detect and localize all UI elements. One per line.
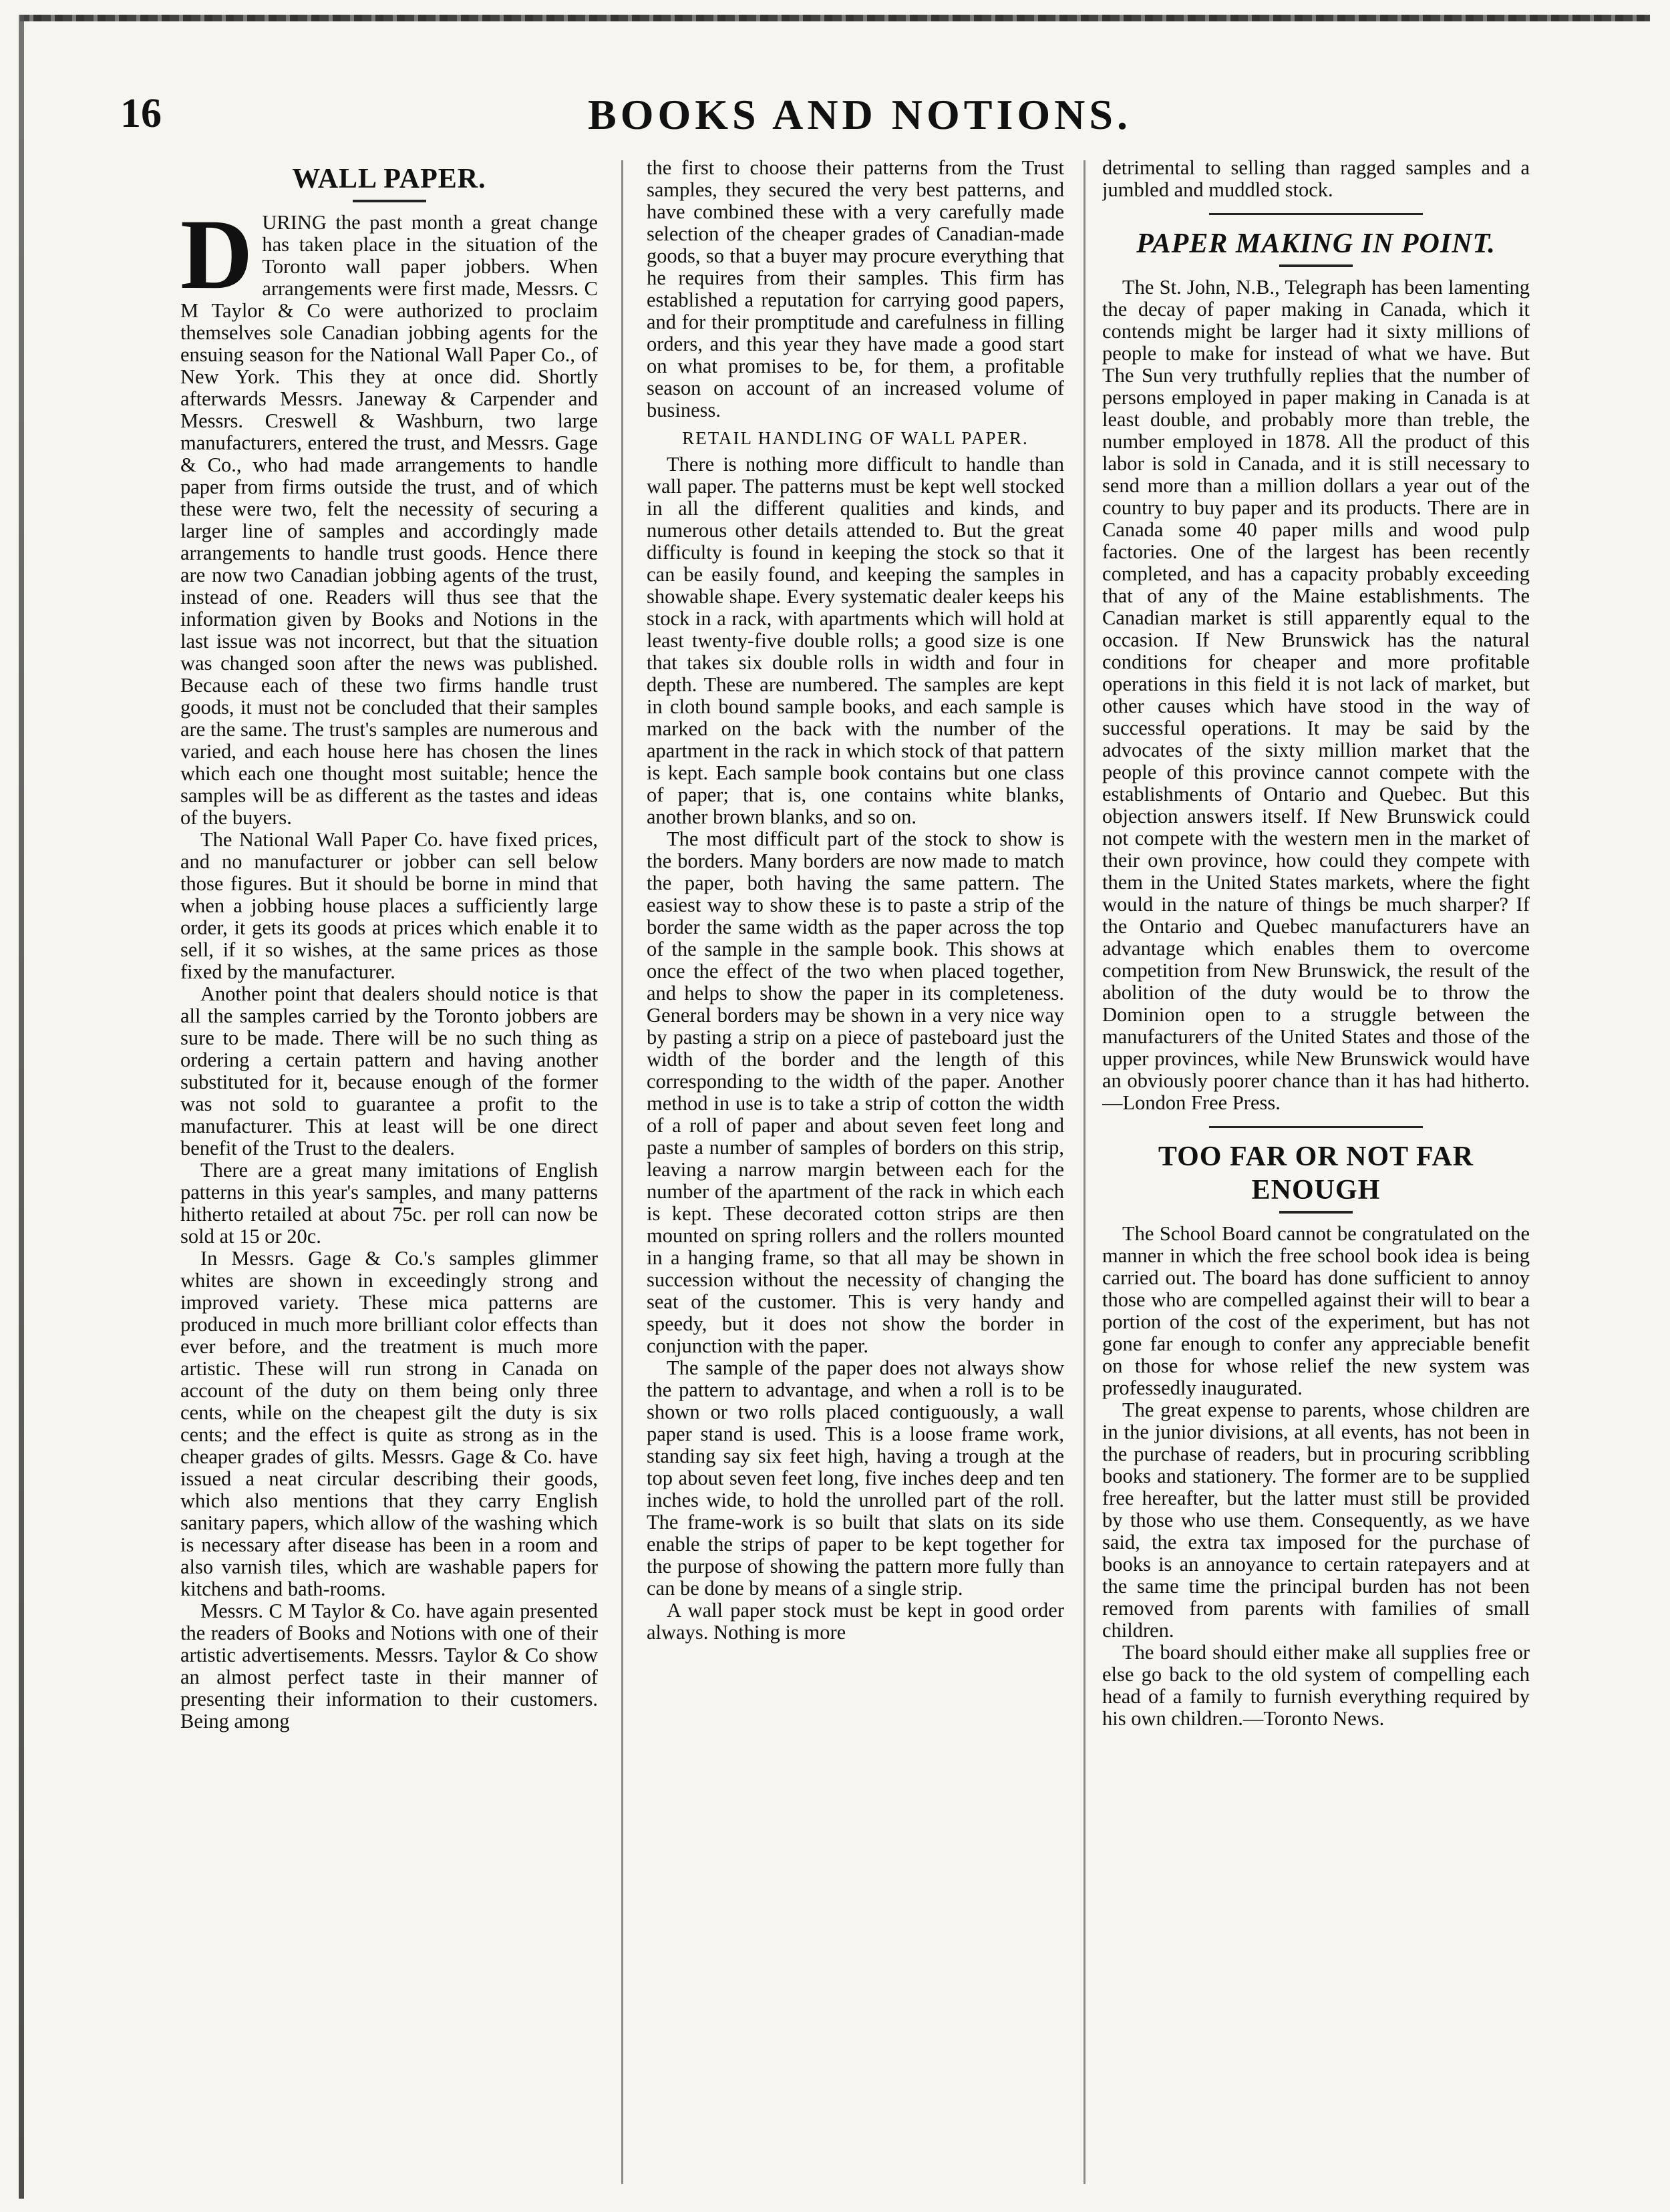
column-divider-2 [1083, 160, 1086, 2184]
article-paragraph [180, 199, 598, 829]
subheading-retail-handling: RETAIL HANDLING OF WALL PAPER. [682, 428, 1029, 448]
article-paragraph: The School Board cannot be congratulated on the manner in which the free school book idea is being carried out. The board has done sufficient to annoy those who are compelled against their will to bear a portion of the cost of the experiment, but has not gone far enough to confer any appreciable benefit on those for whose relief the new system was professedly inaugurated. [1102, 1222, 1530, 1399]
article-paragraph: Messrs. C M Taylor & Co. have again presented the readers of Books and Notions with one of their artistic advertisements. Messrs. Taylor & Co show an almost perfect taste in their manner of presenting their information to their customers. Being among [180, 1600, 598, 1732]
headline-rule [353, 200, 426, 202]
article-headline-too-far: TOO FAR OR NOT FAR ENOUGH [1158, 1141, 1474, 1206]
top-border-rule [20, 15, 1650, 21]
article-paragraph: The board should either make all supplies free or else go back to the old system of compelling each head of a family to furnish everything required by his own children.—Toronto News. [1102, 1641, 1530, 1730]
article-paragraph: Another point that dealers should notice is that all the samples carried by the Toronto jobbers are sure to be made. There will be no such thing as ordering a certain pattern and having another substituted for it, because enough of the former was not sold to guarantee a profit to the manufacturer. This at least will be one direct benefit of the Trust to the dealers. [180, 982, 598, 1159]
article-paragraph: The St. John, N.B., Telegraph has been lamenting the decay of paper making in Canada, which it contends might be larger had it sixty millions of people to make for instead of what we have. But The Sun very truthfully replies that the number of persons employed in paper making in Canada is at least double, and probably more than treble, the number employed in 1878. All the product of this labor is sold in Canada, and it is still necessary to send more than a million dollars a year out of the country to buy paper and its products. There are in Canada some 40 paper mills and wood pulp factories. One of the largest has been recently completed, and has a capacity probably exceeding that of any of the Maine establishments. The Canadian market is still apparently equal to the occasion. If New Brunswick has the natural conditions for cheaper and more profitable operations in this field it is not lack of market, but other causes which have stood in the way of successful operations. It may be said by the advocates of the sixty million market that the people of this province cannot compete with the establishments of Ontario and Quebec. But this objection answers itself. If New Brunswick could not compete with the western men in the market of their own province, how could they compete with them in the United States markets, where the fight would in the nature of things be much sharper? If the Ontario and Quebec manufacturers have an advantage which enables them to overcome competition from New Brunswick, the result of the abolition of the duty would be to throw the Dominion open to a struggle between the manufacturers of the United States and those of the upper provinces, while New Brunswick would have an obviously poorer chance than it has had hitherto.—London Free Press. [1102, 276, 1530, 1114]
article-paragraph: A wall paper stock must be kept in good order always. Nothing is more [647, 1599, 1064, 1644]
section-rule [1209, 1126, 1423, 1128]
article-paragraph: detrimental to selling than ragged samples and a jumbled and muddled stock. [1102, 157, 1530, 201]
article-headline-paper-making: PAPER MAKING IN POINT. [1136, 228, 1496, 259]
article-paragraph: the first to choose their patterns from the Trust samples, they secured the very best patterns, and have combined these with a very carefully made selection of the cheaper grades of Canadian-made goods, so that a buyer may procure everything that he requires from their samples. This firm has established a reputation for carrying good papers, and for their promptitude and carefulness in filling orders, and this year they have made a good start on what promises to be, for them, a profitable season on account of an increased volume of business. [647, 157, 1064, 421]
article-paragraph: The National Wall Paper Co. have fixed prices, and no manufacturer or jobber can sell below those figures. But it should be borne in mind that when a jobbing house places a sufficiently large order, it gets its goods at prices which enable it to sell, if it so wishes, at the same prices as those fixed by the manufacturer. [180, 828, 598, 983]
article-paragraph: There are a great many imitations of English patterns in this year's samples, and many patterns hitherto retailed at about 75c. per roll can now be sold at 15 or 20c. [180, 1159, 598, 1248]
page-number: 16 [120, 91, 162, 136]
article-paragraph: In Messrs. Gage & Co.'s samples glimmer whites are shown in exceedingly strong and improved variety. These mica patterns are produced in much more brilliant color effects than ever before, and the treatment is much more artistic. These will run strong in Canada on account of the duty on them being only three cents, while on the cheapest gilt the duty is six cents; and the effect is quite as strong as in the cheaper grades of gilts. Messrs. Gage & Co. have issued a neat circular describing their goods, which also mentions that they carry English sanitary papers, which allow of the washing which is necessary after disease has been in a room and also varnish tiles, which are washable papers for kitchens and bath-rooms. [180, 1247, 598, 1600]
running-title: BOOKS AND NOTIONS. [588, 91, 1132, 138]
page-header [120, 90, 1590, 144]
section-rule [1209, 213, 1423, 215]
column-divider-1 [621, 160, 623, 2184]
article-paragraph: There is nothing more difficult to handle than wall paper. The patterns must be kept well stocked in all the different qualities and kinds, and numerous other details attended to. But the great difficulty is found in keeping the stock so that it can be easily found, and keeping the samples in showable shape. Every systematic dealer keeps his stock in a rack, with apartments which will hold at least twenty-five double rolls; a good size is one that takes six double rolls in width and four in depth. These are numbered. The samples are kept in cloth bound sample books, and each sample is marked on the back with the number of the apartment in the rack in which stock of that pattern is kept. Each sample book contains but one class of paper; that is, one contains white blanks, another brown blanks, and so on. [647, 453, 1064, 828]
article-paragraph: The most difficult part of the stock to show is the borders. Many borders are now made to match the paper, both having the same pattern. The easiest way to show these is to paste a strip of the border the same width as the paper across the top of the sample in the sample book. This shows at once the effect of the two when placed together, and helps to show the paper in its completeness. General borders may be shown in a very nice way by pasting a strip on a piece of pasteboard just the width of the border and the length of this corresponding to the width of the paper. Another method in use is to take a strip of cotton the width of a roll of paper and about seven feet long and paste a number of samples of borders on this strip, leaving a narrow margin between each for the number of the apartment of the rack in which each is kept. These decorated cotton strips are then mounted on spring rollers and the rollers mounted in a hanging frame, so that all may be shown in succession without the necessity of changing the seat of the customer. This is very handy and speedy, but it does not show the border in conjunction with the paper. [647, 827, 1064, 1357]
column-1 [180, 157, 598, 2197]
column-3 [1102, 157, 1530, 2197]
drop-cap: D [180, 199, 253, 310]
paragraph-text: URING the past month a great change has taken place in the situation of the Toronto wall paper jobbers. When arrangements were first made, Messrs. C M Taylor & Co were authorized to proclaim themselves sole Canadian jobbing agents for the ensuing season for the National Wall Paper Co., of New York. This they at once did. Shortly afterwards Messrs. Janeway & Carpender and Messrs. Creswell & Washburn, two large manufacturers, entered the trust, and Messrs. Gage & Co., who had made arrangements to handle paper from firms outside the trust, and of which these were two, felt the necessity of securing a larger line of samples and accordingly made arrangements to handle trust goods. Hence there are now two Canadian jobbing agents of the trust, instead of one. Readers will thus see that the information given by Books and Notions in the last issue was not incorrect, but that the situation was changed soon after the news was published. Because each of these two firms handle trust goods, it must not be concluded that their samples are the same. The trust's samples are numerous and varied, and each house here has chosen the lines which each one thought most suitable; hence the samples will be as different as the tastes and ideas of the buyers. [180, 211, 598, 829]
article-headline-wall-paper: WALL PAPER. [292, 164, 486, 194]
headline-rule [1279, 264, 1353, 267]
headline-rule [1279, 1211, 1353, 1214]
left-binding-edge [19, 15, 24, 2199]
column-2 [647, 157, 1064, 2197]
article-paragraph: The sample of the paper does not always show the pattern to advantage, and when a roll is to be shown or two rolls placed contiguously, a wall paper stand is used. This is a loose frame work, standing say six feet high, having a trough at the top about seven feet long, five inches deep and ten inches wide, to hold the unrolled part of the roll. The frame-work is so built that slats on its side enable the strips of paper to be kept together for the purpose of showing the pattern more fully than can be done by means of a single strip. [647, 1356, 1064, 1600]
article-paragraph: The great expense to parents, whose children are in the junior divisions, at all events, has not been in the purchase of readers, but in procuring scribbling books and stationery. The former are to be supplied free hereafter, but the latter must still be provided by those who use them. Consequently, as we have said, the extra tax imposed for the purchase of books is an annoyance to certain ratepayers and at the same time the principal burden has not been removed from parents with families of small children. [1102, 1399, 1530, 1642]
